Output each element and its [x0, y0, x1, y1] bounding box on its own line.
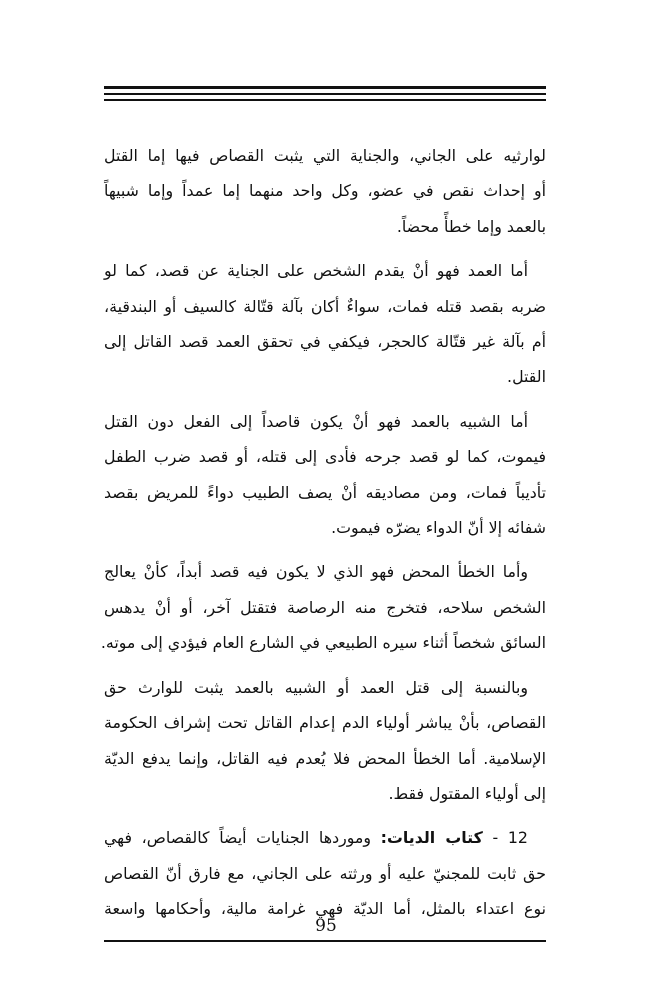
- section-heading: كتاب الديات:: [380, 828, 483, 848]
- text-line: وبالنسبة إلى قتل العمد أو الشبيه بالعمد يثبت للوارث حق: [104, 677, 528, 697]
- text-line: فيموت، كما لو قصد جرحه فأدى إلى قتله، أو قصد ضرب الطفل: [104, 447, 546, 467]
- text-line: وأما الخطأ المحض فهو الذي لا يكون فيه قصد أبداً، كأنْ يعالج: [104, 562, 528, 582]
- text-line: إلى أولياء المقتول فقط.: [388, 783, 546, 803]
- text-line: حق ثابت للمجنيّ عليه أو ورثته على الجاني، مع فارق أنّ القصاص: [104, 863, 546, 883]
- paragraph-pure-error: [100, 554, 546, 660]
- header-rule-middle: [104, 93, 546, 95]
- header-rule-thin: [104, 99, 546, 101]
- footer-rule: [104, 940, 546, 942]
- text-line: أو إحداث نقص في عضو، وكل واحد منهما إما عمداً وإما شبيهاً: [104, 181, 546, 201]
- text-line: بالعمد وإما خطأً محضاً.: [396, 216, 546, 236]
- section-blood-money: [104, 820, 546, 926]
- section-number: 12: [507, 828, 528, 848]
- text-line: نوع اعتداء بالمثل، أما الديّة فهي غرامة مالية، وأحكامها واسعة: [104, 899, 546, 919]
- section-dash: -: [492, 828, 499, 848]
- text-line: لوارثيه على الجاني، والجناية التي يثبت القصاص فيها إما القتل: [104, 146, 546, 165]
- body-text: [100, 138, 546, 936]
- text-line: القصاص، بأنْ يباشر أولياء الدم إعدام القاتل تحت إشراف الحكومة: [104, 713, 546, 733]
- section-line-text: وموردها الجنايات أيضاً كالقصاص، فهي: [104, 828, 371, 848]
- page-number: 95: [315, 916, 337, 936]
- header-rule-thick: [104, 86, 546, 89]
- text-line: الإسلامية. أما الخطأ المحض فلا يُعدم فيه القاتل، وإنما يدفع الديّة: [104, 748, 546, 768]
- paragraph-quasi-intentional: [104, 404, 546, 546]
- text-line: أم بآلة غير قتّالة كالحجر، فيكفي في تحقق العمد قصد القاتل إلى: [104, 332, 546, 352]
- paragraph-retribution-right: [104, 670, 546, 812]
- text-line: أما الشبيه بالعمد فهو أنْ يكون قاصداً إلى الفعل دون القتل: [104, 411, 528, 431]
- text-line: شفائه إلا أنّ الدواء يضرّه فيموت.: [331, 518, 546, 538]
- text-line: أما العمد فهو أنْ يقدم الشخص على الجناية عن قصد، كما لو: [104, 261, 528, 281]
- section-first-line: [104, 820, 546, 855]
- paragraph-intro: [104, 138, 546, 244]
- paragraph-intentional: [104, 253, 546, 395]
- text-line: ضربه بقصد قتله فمات، سواءٌ أكان بآلة قتّالة كالسيف أو البندقية،: [104, 296, 546, 316]
- text-line: القتل.: [507, 367, 546, 387]
- text-line: الشخص سلاحه، فتخرج منه الرصاصة فتقتل آخر، أو أنْ يدهس: [104, 597, 546, 617]
- text-line: السائق شخصاً أثناء سيره الطبيعي في الشارع العام فيؤدي إلى موته.: [100, 633, 546, 653]
- text-line: تأديباً فمات، ومن مصاديقه أنْ يصف الطبيب دواءً للمريض بقصد: [104, 482, 546, 502]
